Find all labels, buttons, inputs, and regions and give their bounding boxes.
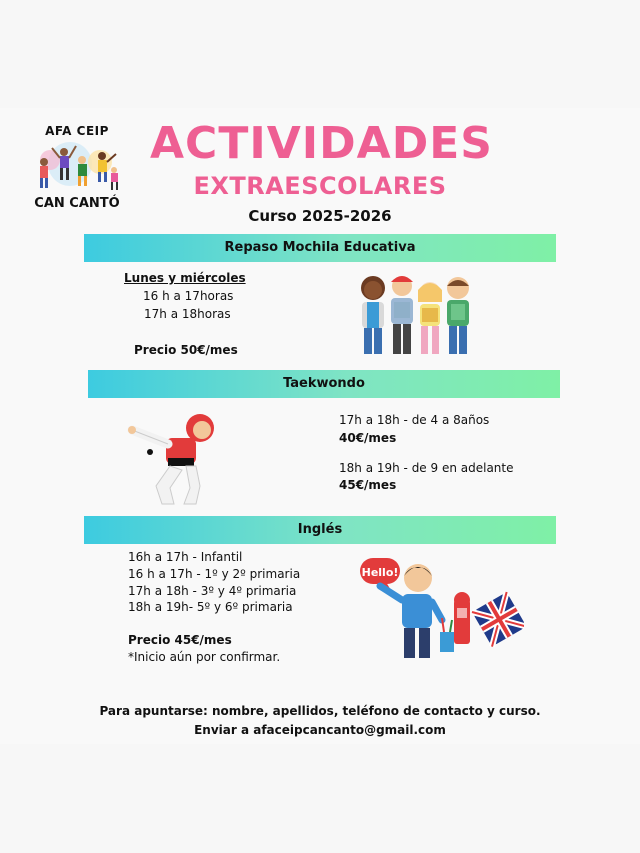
tkd-schedule-2: 18h a 19h - de 9 en adelante xyxy=(339,461,514,475)
repaso-price: Precio 50€/mes xyxy=(134,343,238,357)
repaso-time-1: 16 h a 17horas xyxy=(143,289,234,303)
afa-logo xyxy=(22,122,132,218)
ingles-note: *Inicio aún por confirmar. xyxy=(128,650,281,664)
tkd-price-1: 40€/mes xyxy=(339,431,397,445)
signup-instructions: Para apuntarse: nombre, apellidos, teléfono de contacto y curso. xyxy=(99,704,541,718)
taekwondo-kid-illustration xyxy=(126,408,222,508)
page-title: ACTIVIDADES xyxy=(150,118,493,169)
ingles-time-4: 18h a 19h- 5º y 6º primaria xyxy=(128,600,293,614)
ingles-price: Precio 45€/mes xyxy=(128,633,232,647)
english-kid-illustration xyxy=(356,556,524,668)
ingles-time-3: 17h a 18h - 3º y 4º primaria xyxy=(128,584,297,598)
section-title-repaso: Repaso Mochila Educativa xyxy=(84,234,556,262)
hello-bubble-text: Hello! xyxy=(361,566,399,579)
students-group-illustration xyxy=(356,272,476,358)
signup-email: Enviar a afaceipcancanto@gmail.com xyxy=(194,723,446,737)
logo-line1: AFA CEIP xyxy=(45,124,109,138)
ingles-time-1: 16h a 17h - Infantil xyxy=(128,550,243,564)
kids-jumping-icon xyxy=(30,140,124,196)
tkd-price-2: 45€/mes xyxy=(339,478,397,492)
page-subtitle: EXTRAESCOLARES xyxy=(193,172,447,200)
course-year: Curso 2025-2026 xyxy=(248,207,392,225)
repaso-days: Lunes y miércoles xyxy=(124,271,246,285)
ingles-time-2: 16 h a 17h - 1º y 2º primaria xyxy=(128,567,301,581)
logo-line2: CAN CANTÓ xyxy=(34,196,120,211)
section-title-ingles: Inglés xyxy=(84,516,556,544)
repaso-time-2: 17h a 18horas xyxy=(144,307,231,321)
tkd-schedule-1: 17h a 18h - de 4 a 8años xyxy=(339,413,490,427)
section-title-taekwondo: Taekwondo xyxy=(88,370,560,398)
